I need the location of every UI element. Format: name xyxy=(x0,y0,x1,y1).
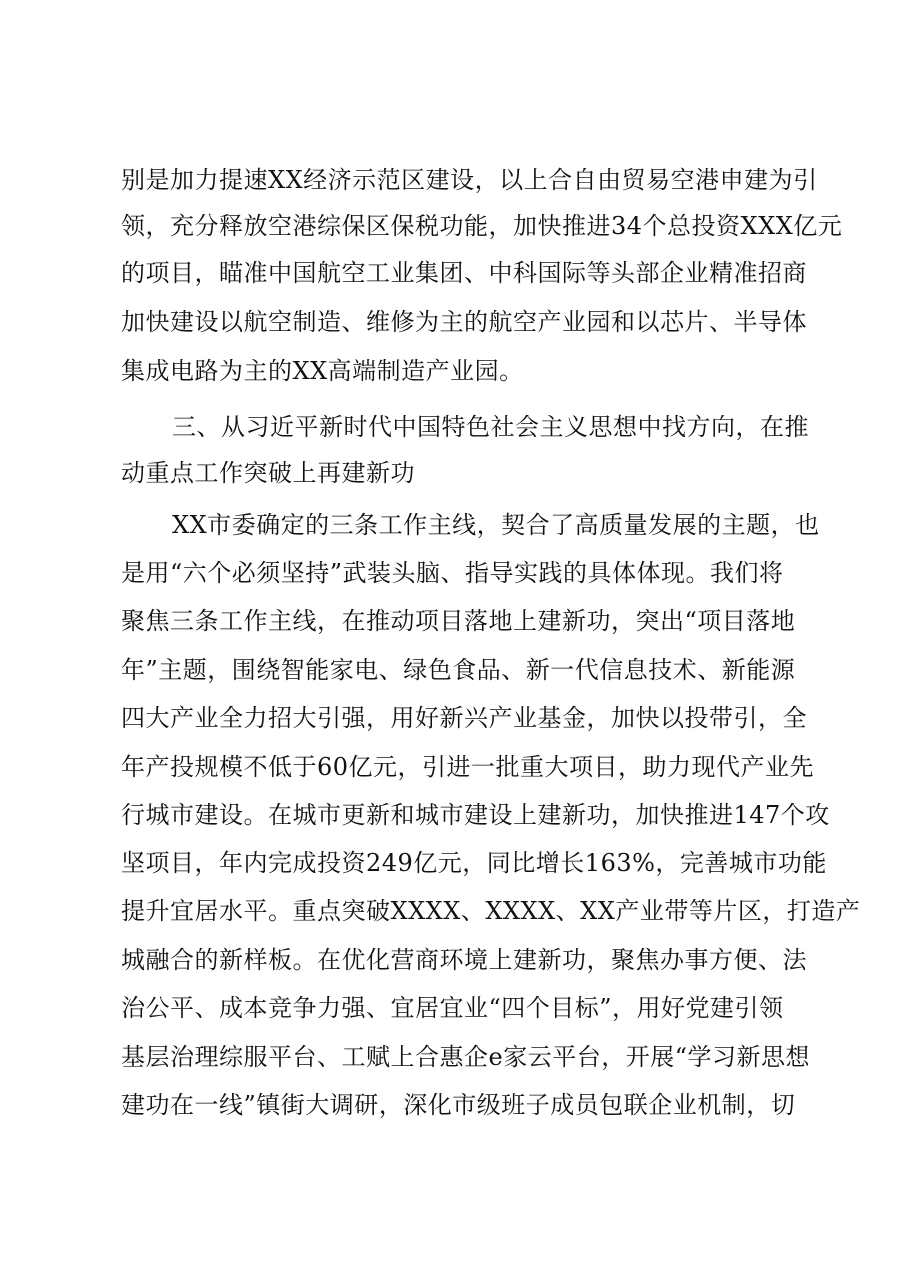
text-line: 四大产业全力招大引强，用好新兴产业基金，加快以投带引，全 xyxy=(121,704,807,732)
text-line: 是用“六个必须坚持”武装头脑、指导实践的具体体现。我们将 xyxy=(121,559,784,587)
text-line: 治公平、成本竞争力强、宜居宜业“四个目标”，用好党建引领 xyxy=(121,994,784,1022)
text-line: 加快建设以航空制造、维修为主的航空产业园和以芯片、半导体 xyxy=(121,308,807,336)
text-line: 聚焦三条工作主线，在推动项目落地上建新功，突出“项目落地 xyxy=(121,607,796,635)
text-line: 集成电路为主的XX高端制造产业园。 xyxy=(121,357,524,385)
text-line: 城融合的新样板。在优化营商环境上建新功，聚焦办事方便、法 xyxy=(121,946,807,974)
text-line: 的项目，瞄准中国航空工业集团、中科国际等头部企业精准招商 xyxy=(121,259,807,287)
section-heading-line: 动重点工作突破上再建新功 xyxy=(121,459,415,487)
text-line: 行城市建设。在城市更新和城市建设上建新功，加快推进147个攻 xyxy=(121,801,830,829)
text-line: 领，充分释放空港综保区保税功能，加快推进34个总投资XXX亿元 xyxy=(121,212,843,240)
text-line: 提升宜居水平。重点突破XXXX、XXXX、XX产业带等片区，打造产 xyxy=(121,897,861,925)
text-line: 年产投规模不低于60亿元，引进一批重大项目，助力现代产业先 xyxy=(121,753,815,781)
paragraph-start-line: XX市委确定的三条工作主线，契合了高质量发展的主题，也 xyxy=(172,511,820,539)
text-line: 建功在一线”镇街大调研，深化市级班子成员包联企业机制，切 xyxy=(121,1091,796,1119)
text-line: 别是加力提速XX经济示范区建设，以上合自由贸易空港申建为引 xyxy=(121,166,818,194)
section-heading-line: 三、从习近平新时代中国特色社会主义思想中找方向，在推 xyxy=(172,413,809,441)
text-line: 年”主题，围绕智能家电、绿色食品、新一代信息技术、新能源 xyxy=(121,656,796,684)
text-line: 坚项目，年内完成投资249亿元，同比增长163%，完善城市功能 xyxy=(121,849,827,877)
text-line: 基层治理综服平台、工赋上合惠企e家云平台，开展“学习新思想 xyxy=(121,1043,810,1071)
